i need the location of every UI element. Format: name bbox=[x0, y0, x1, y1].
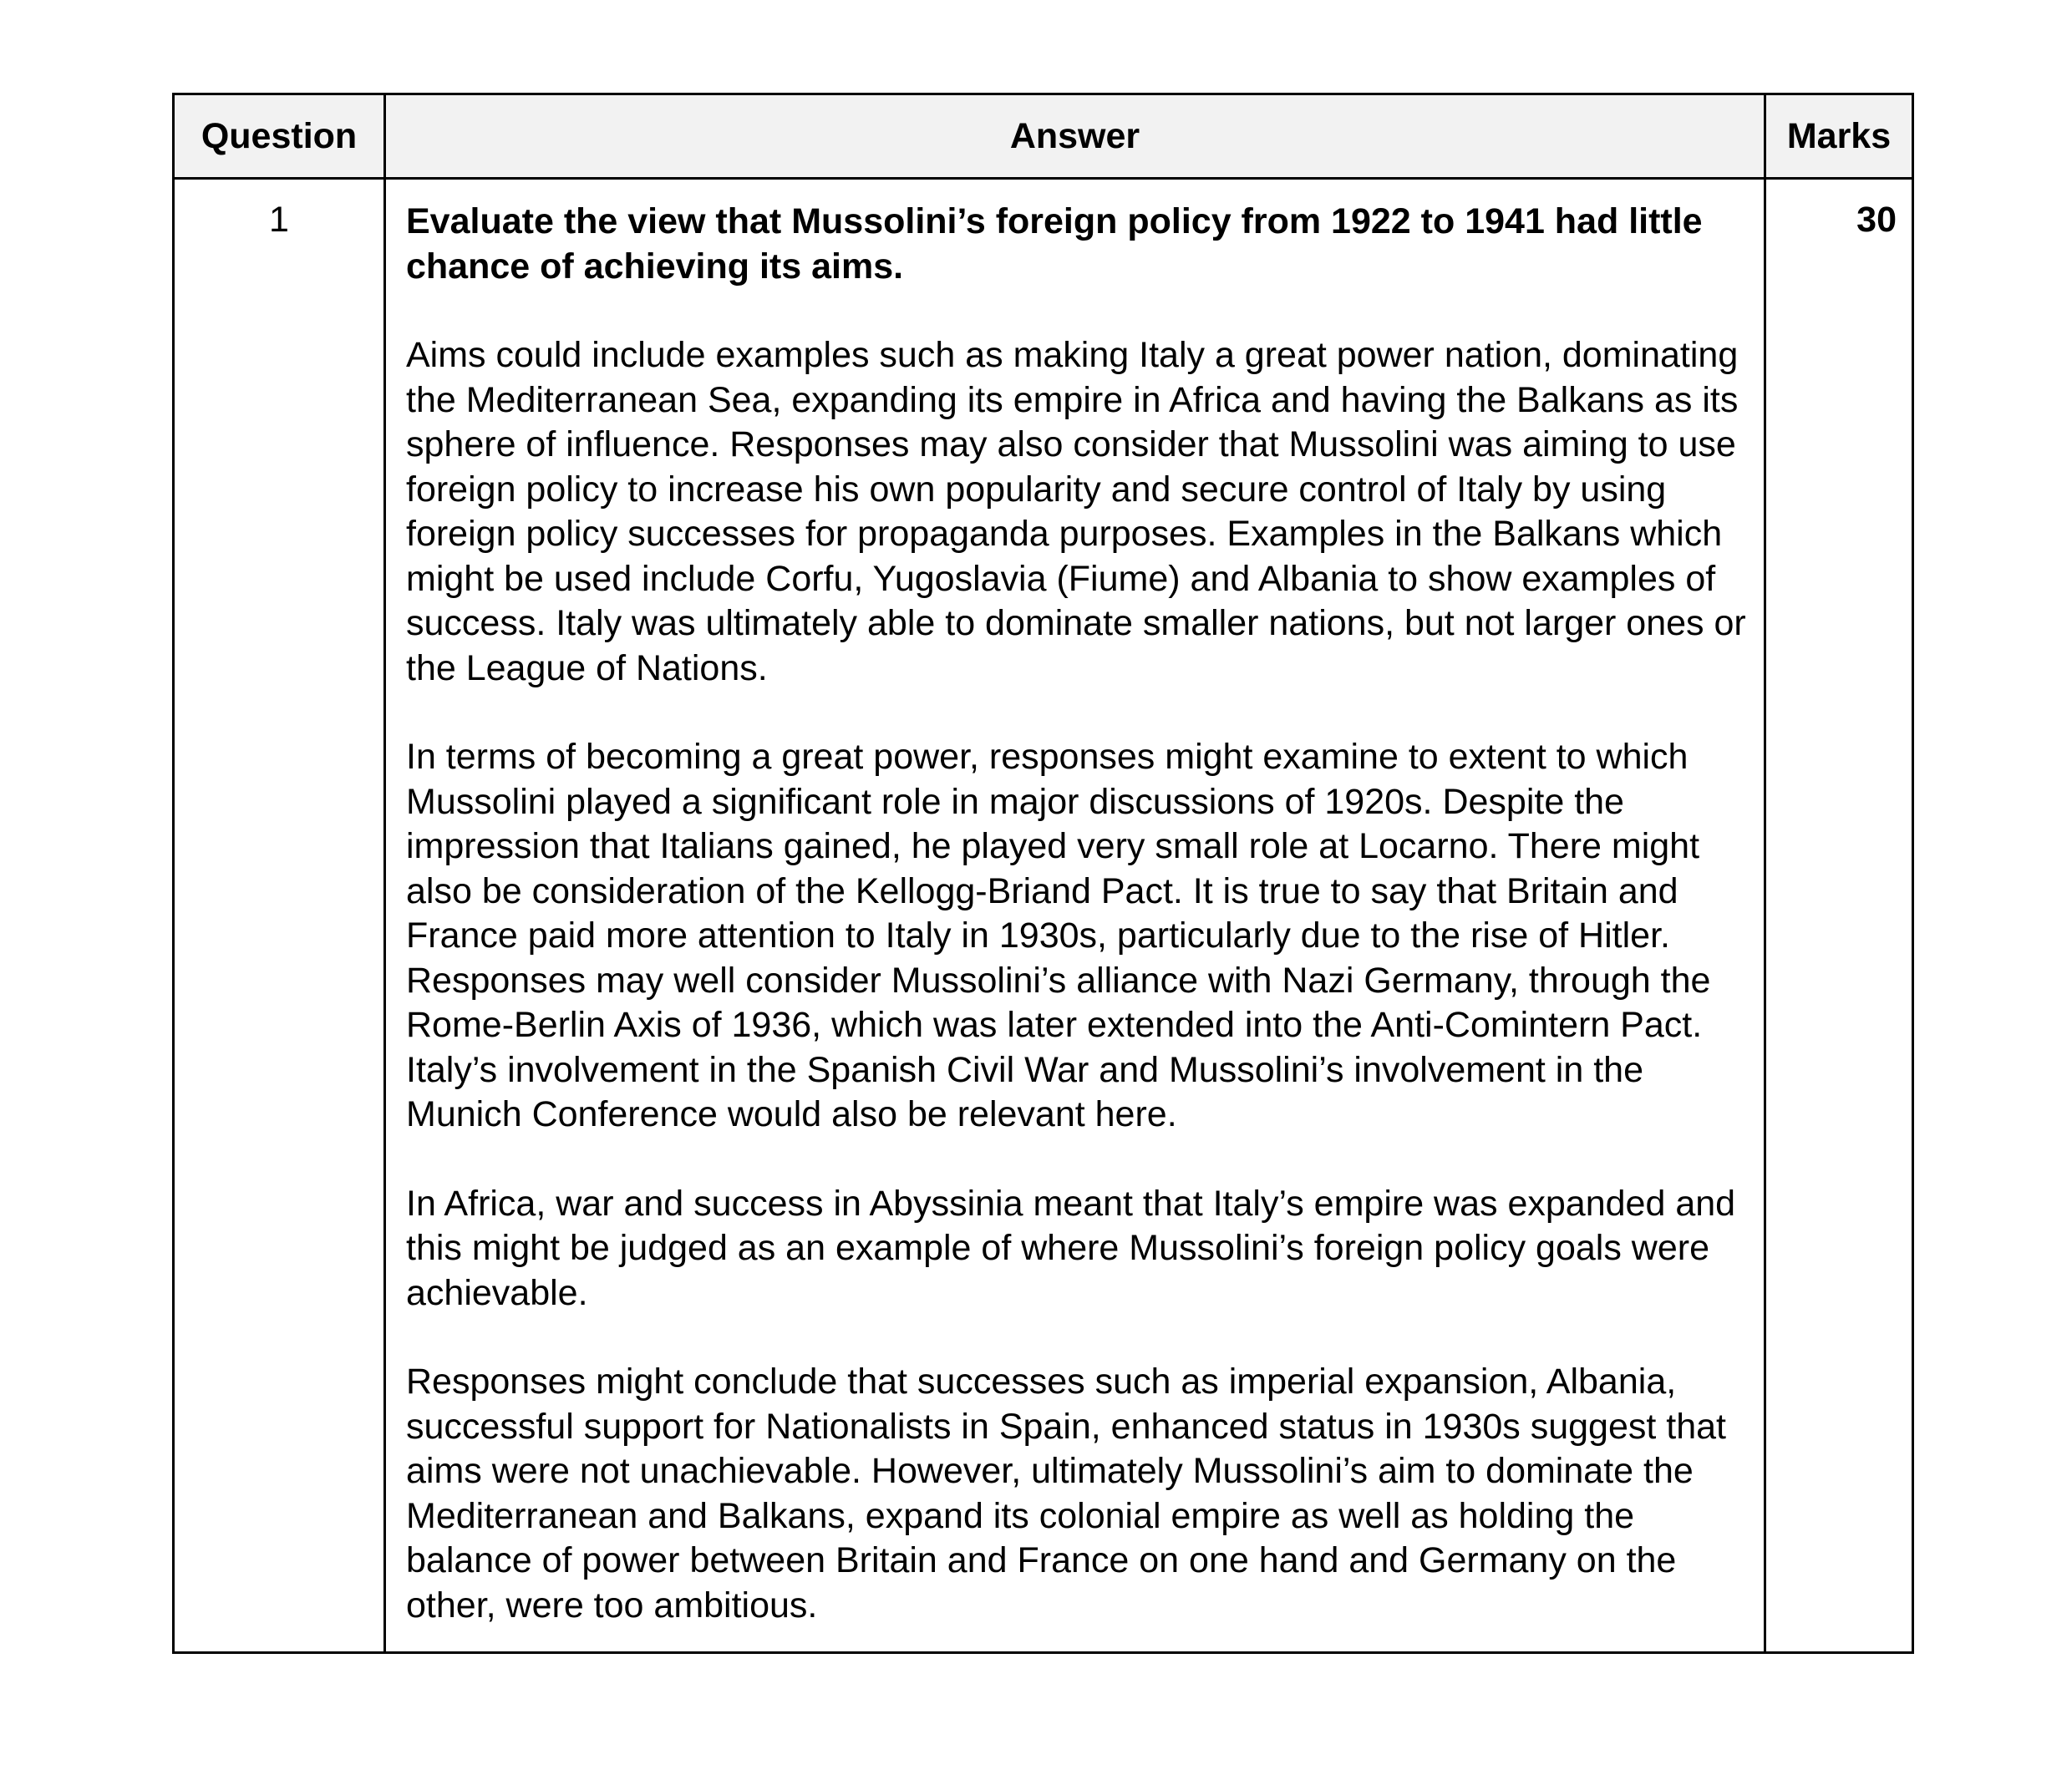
table-header-row bbox=[174, 94, 1913, 179]
answer-paragraph-great-power: In terms of becoming a great power, responses might examine to extent to which Mussolini played a significant role in major discussions of 1920s. Despite the impression that Italians gained, he played very small role at Locarno. There might also be consideration of the Kellogg-Briand Pact. It is true to say that Britain and France paid more attention to Italy in 1930s, particularly due to the rise of Hitler. Responses may well consider Mussolini’s alliance with Nazi Germany, through the Rome-Berlin Axis of 1936, which was later extended into the Anti-Comintern Pact. Italy’s involvement in the Spanish Civil War and Mussolini’s involvement in the Munich Conference would also be relevant here. bbox=[406, 737, 1711, 1134]
answer-paragraph-africa: In Africa, war and success in Abyssinia meant that Italy’s empire was expanded and this might be judged as an example of where Mussolini’s foreign policy goals were achievable. bbox=[406, 1183, 1736, 1313]
mark-scheme-table bbox=[172, 93, 1914, 1654]
question-text: Evaluate the view that Mussolini’s foreign policy from 1922 to 1941 had little chance of achieving its aims. bbox=[406, 201, 1703, 287]
marks-value: 30 bbox=[1765, 179, 1913, 1653]
answer-paragraph-aims: Aims could include examples such as making Italy a great power nation, dominating the Mediterranean Sea, expanding its empire in Africa and having the Balkans as its sphere of influence. Responses may also consider that Mussolini was aiming to use foreign policy to increase his own popularity and secure control of Italy by using foreign policy successes for propaganda purposes. Examples in the Balkans which might be used include Corfu, Yugoslavia (Fiume) and Albania to show examples of success. Italy was ultimately able to dominate smaller nations, but not larger ones or the League of Nations. bbox=[406, 335, 1746, 688]
question-number: 1 bbox=[174, 179, 385, 1653]
answer-column-header: Answer bbox=[385, 94, 1765, 179]
answer-cell bbox=[385, 179, 1765, 1653]
question-column-header: Question bbox=[174, 94, 385, 179]
table-row bbox=[174, 179, 1913, 1653]
answer-paragraph-conclusion: Responses might conclude that successes such as imperial expansion, Albania, successful support for Nationalists in Spain, enhanced status in 1930s suggest that aims were not unachievable. However, ultimately Mussolini’s aim to dominate the Mediterranean and Balkans, expand its colonial empire as well as holding the balance of power between Britain and France on one hand and Germany on the other, were too ambitious. bbox=[406, 1362, 1726, 1625]
marks-column-header: Marks bbox=[1765, 94, 1913, 179]
